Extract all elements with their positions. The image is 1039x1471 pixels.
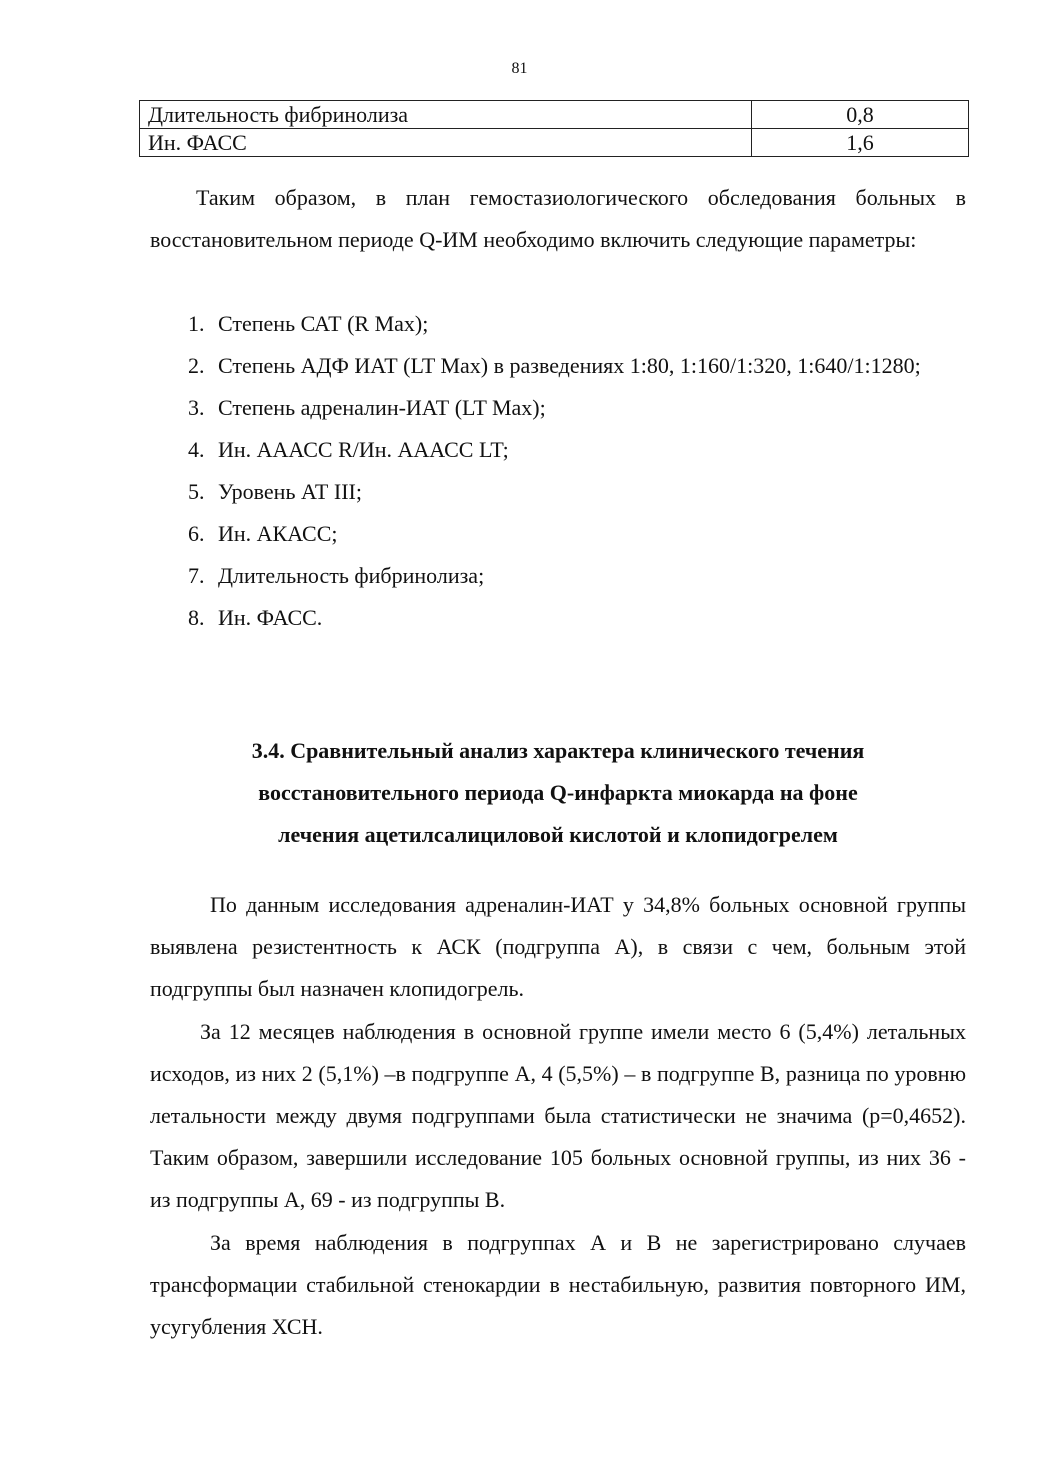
- paragraph-text: За 12 месяцев наблюдения в основной группе имели место 6 (5,4%) летальных исходов, из них 2 (5,1%) –в подгруппе А, 4 (5,5%) – в подгруппе В, разница по уровню летальности между двумя подгруппами была статистически не значима (р=0,4652). Таким образом, завершили исследование 105 больных основной группы, из них 36 - из подгруппы А, 69 - из подгруппы В.: [150, 1019, 966, 1212]
- list-item-text: Ин. АКАСС;: [218, 521, 338, 546]
- list-item-number: 3.: [188, 395, 205, 420]
- list-item-number: 4.: [188, 437, 205, 462]
- body-paragraph: [150, 1011, 966, 1221]
- list-item-text: Степень адреналин-ИАТ (LT Max);: [218, 395, 546, 420]
- list-item: [188, 555, 968, 597]
- list-item: [188, 387, 968, 429]
- list-item: [188, 471, 968, 513]
- paragraph-text: За время наблюдения в подгруппах А и В не зарегистрировано случаев трансформации стабильной стенокардии в нестабильную, развития повторного ИМ, усугубления ХСН.: [150, 1230, 966, 1339]
- list-item-text: Степень АДФ ИАТ (LT Max) в разведениях 1:80, 1:160/1:320, 1:640/1:1280;: [218, 353, 921, 378]
- table-cell-name: Ин. ФАСС: [140, 129, 752, 157]
- list-item-number: 1.: [188, 311, 205, 336]
- list-item-number: 7.: [188, 563, 205, 588]
- page-number: 81: [511, 60, 528, 77]
- intro-paragraph: [150, 177, 966, 261]
- list-item: [188, 429, 968, 471]
- section-title-line: 3.4. Сравнительный анализ характера клинического течения: [251, 738, 865, 763]
- intro-text: Таким образом, в план гемостазиологического обследования больных в восстановительном периоде Q-ИМ необходимо включить следующие параметры:: [150, 185, 966, 252]
- list-item: [188, 345, 968, 387]
- section-title: [150, 730, 966, 856]
- list-item: [188, 513, 968, 555]
- list-item-text: Ин. ФАСС.: [218, 605, 323, 630]
- list-item-number: 2.: [188, 353, 205, 378]
- list-item-number: 6.: [188, 521, 205, 546]
- list-item-text: Ин. АААСС R/Ин. АААСС LT;: [218, 437, 509, 462]
- list-item-number: 5.: [188, 479, 205, 504]
- table-row: [140, 101, 969, 129]
- table-cell-value: 0,8: [752, 101, 969, 129]
- section-title-line: лечения ацетилсалициловой кислотой и клопидогрелем: [278, 822, 838, 847]
- results-table: [139, 100, 969, 157]
- body-paragraph: [150, 884, 966, 1010]
- table-cell-name: Длительность фибринолиза: [140, 101, 752, 129]
- list-item-text: Степень САТ (R Max);: [218, 311, 429, 336]
- paragraph-text: По данным исследования адреналин-ИАТ у 34,8% больных основной группы выявлена резистентность к АСК (подгруппа А), в связи с чем, больным этой подгруппы был назначен клопидогрель.: [150, 892, 966, 1001]
- parameters-list: [188, 303, 968, 639]
- list-item-text: Уровень АТ III;: [218, 479, 362, 504]
- table-row: [140, 129, 969, 157]
- list-item: [188, 597, 968, 639]
- section-title-line: восстановительного периода Q-инфаркта миокарда на фоне: [258, 780, 858, 805]
- list-item-text: Длительность фибринолиза;: [218, 563, 485, 588]
- body-paragraph: [150, 1222, 966, 1348]
- list-item-number: 8.: [188, 605, 205, 630]
- list-item: [188, 303, 968, 345]
- table-cell-value: 1,6: [752, 129, 969, 157]
